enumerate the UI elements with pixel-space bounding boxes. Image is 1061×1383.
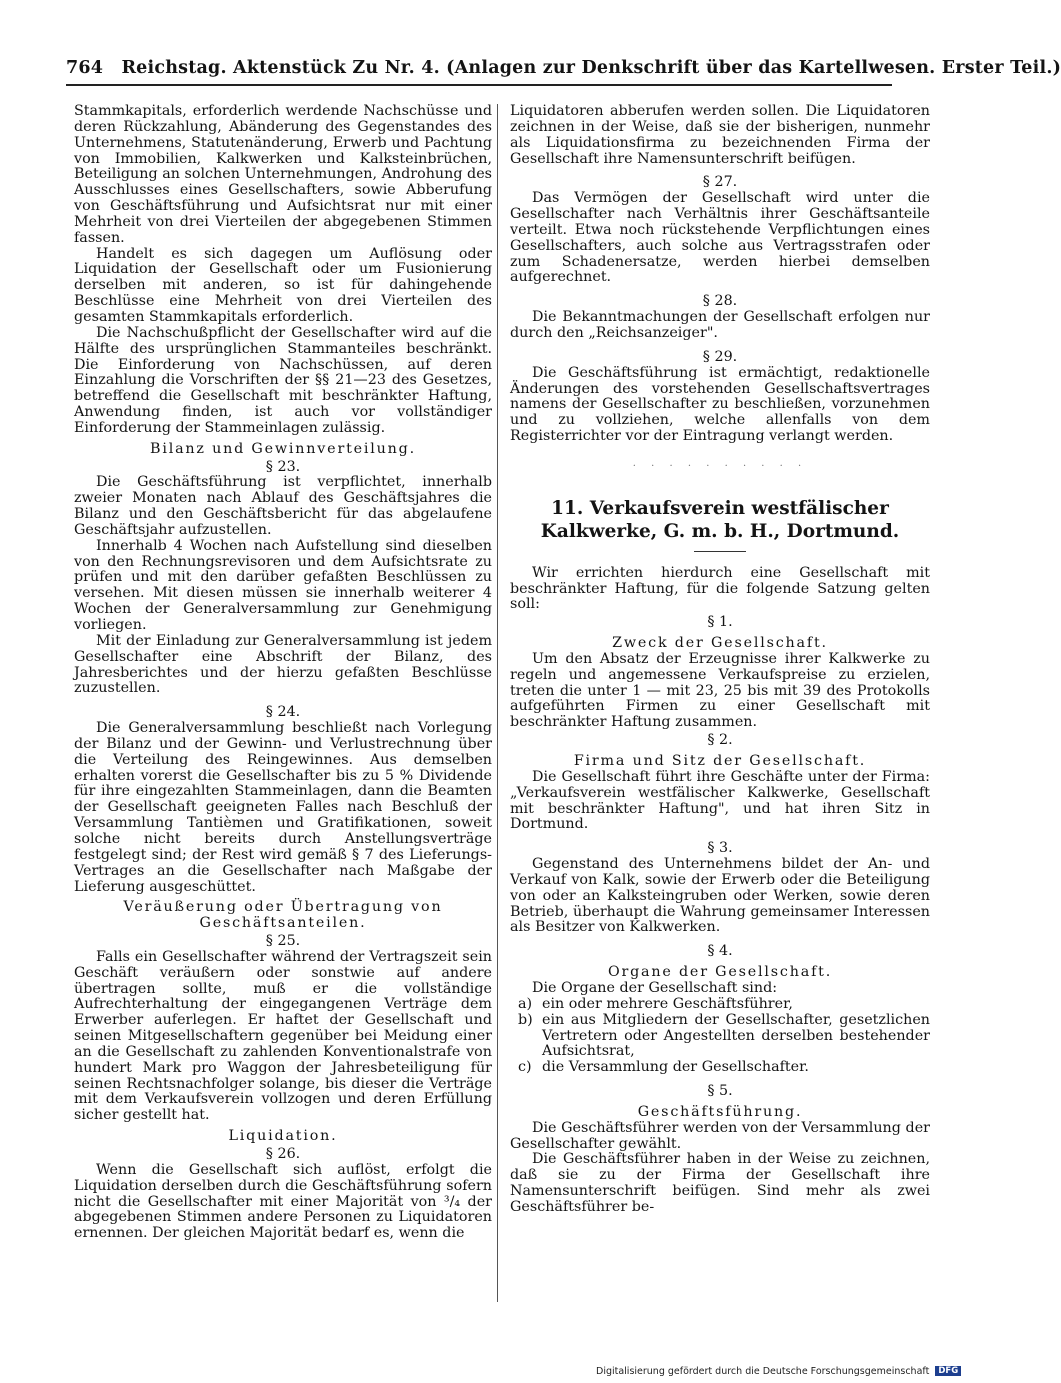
list-item (510, 997, 930, 1013)
section-heading: Organe der Gesellschaft. (607, 964, 833, 981)
left-column (74, 104, 492, 1242)
paragraph: Gegenstand des Unternehmens bildet der An- und Verkauf von Kalk, sowie der Erwerb oder die Beteiligung von oder an Kalksteingruben oder Werken, sowie deren Betrieb, überhaupt die Wahrung gemeinsamer Interessen als Besitzer von Kalkwerken. (510, 856, 930, 936)
company-title: 11. Verkaufsverein westfälischer Kalkwerke, G. m. b. H., Dortmund. (540, 497, 900, 542)
section-heading: Geschäftsführung. (637, 1103, 803, 1120)
running-title: Reichstag. Aktenstück Zu Nr. 4. (Anlagen zur Denkschrift über das Kartellwesen. Erster Teil.) (121, 58, 1061, 78)
section-number: § 5. (707, 1083, 733, 1100)
paragraph: Die Organe der Gesellschaft sind: (532, 979, 778, 996)
section-heading: Liquidation. (228, 1128, 338, 1145)
list-label: a) (518, 995, 533, 1012)
section-number: § 29. (702, 348, 738, 365)
section-number: § 27. (702, 174, 738, 191)
section-number: § 4. (707, 943, 733, 960)
paragraph: Die Gesellschaft führt ihre Geschäfte unter der Firma: „Verkaufsverein westfälischer Kalkwerke, Gesellschaft mit beschränkter Haftung", und hat ihren Sitz in Dortmund. (510, 768, 930, 833)
section-number: § 28. (702, 293, 738, 310)
paragraph: Das Vermögen der Gesellschaft wird unter die Gesellschafter nach Verhältnis ihrer Geschäftsanteile verteilt. Etwa noch rückstehende Verpflichtungen eines Gesellschafters, auch solche aus Vertragsstrafen oder zum Schadenersatze, werden hierbei demselben aufgerechnet. (510, 190, 930, 286)
list-text: ein oder mehrere Geschäftsführer, (542, 995, 793, 1012)
paragraph: Stammkapitals, erforderlich werdende Nachschüsse und deren Rückzahlung, Abänderung des Gegenstandes des Unternehmens, Statutenänderung, Erwerb und Pachtung von Immobilien, Kalkwerken und Kalksteinbrüchen, Beteiligung an solchen Unternehmungen, Androhung des Ausschlusses eines Gesellschafters, sowie Abberufung von Geschäftsführung und Aufsichtsrat nur mit einer Mehrheit von drei Vierteilen der abgegebenen Stimmen fassen. (74, 103, 492, 246)
paragraph: Falls ein Gesellschafter während der Vertragszeit sein Geschäft veräußern oder sonstwie auf andere übertragen sollte, muß er die vollständige Aufrechterhaltung der eingegangenen Verträge dem Erwerber auferlegen. Er haftet der Gesellschaft und seinen Mitgesellschaftern gegenüber bei Meidung einer an die Gesellschaft zu zahlenden Konventionalstrafe von hundert Mark pro Waggon der Jahresbeteiligung für seinen Rechtsnachfolger solange, bis dieser die Verträge mit dem Verkaufsverein vollzogen und deren Erfüllung sicher gestellt hat. (74, 948, 492, 1124)
paragraph: Die Geschäftsführung ist verpflichtet, innerhalb zweier Monaten nach Ablauf des Geschäftsjahres die Bilanz und den Geschäftsbericht für das abgelaufene Geschäftsjahr aufzustellen. (74, 474, 492, 538)
running-header (66, 58, 1061, 86)
paragraph: Liquidatoren abberufen werden sollen. Die Liquidatoren zeichnen in der Weise, daß sie der bisherigen, nunmehr als Liquidationsfirma zu bezeichnenden Firma der Gesellschaft ihre Namensunterschrift beifügen. (510, 103, 930, 167)
list-item (510, 1060, 930, 1076)
list-item (510, 1013, 930, 1061)
paragraph: Die Nachschußpflicht der Gesellschafter wird auf die Hälfte des ursprünglichen Stammanteiles beschränkt. Die Einforderung von Nachschüssen, auf deren Einzahlung die Vorschriften der §§ 21—23 des Gesetzes, betreffend die Gesellschaft mit beschränkter Haftung, Anwendung finden, ist auch vor vollständiger Einforderung der Stammeinlagen zulässig. (74, 324, 492, 436)
section-number: § 23. (265, 458, 301, 475)
organ-list (510, 997, 930, 1076)
right-column (510, 104, 930, 1216)
paragraph: Die Geschäftsführung ist ermächtigt, redaktionelle Änderungen des vorstehenden Gesellschaftsvertrages namens der Gesellschafter zu beschließen, vorzunehmen und zu vollziehen, welche allenfalls von dem Registerrichter vor der Eintragung verlangt werden. (510, 364, 930, 445)
paragraph: Mit der Einladung zur Generalversammlung ist jedem Gesellschafter eine Abschrift der Bilanz, des Jahresberichtes und der hierzu gefaßten Beschlüsse zuzustellen. (74, 632, 492, 697)
list-label: b) (518, 1011, 533, 1028)
credit-text: Digitalisierung gefördert durch die Deutsche Forschungsgemeinschaft (596, 1366, 930, 1377)
digitization-credit (596, 1366, 961, 1377)
paragraph: Die Bekanntmachungen der Gesellschaft erfolgen nur durch den „Reichsanzeiger". (510, 309, 930, 341)
ornament-divider: · · · · · · · · · · (632, 460, 808, 472)
paragraph: Um den Absatz der Erzeugnisse ihrer Kalkwerke zu regeln und angemessene Verkaufspreise zu erzielen, treten die unter 1 — mit 23, 25 bis mit 39 des Protokolls aufgeführten Firmen zu einer Gesellschaft mit beschränkter Haftung zusammen. (510, 650, 930, 731)
section-heading: Veräußerung oder Übertragung von Geschäftsanteilen. (123, 899, 443, 932)
section-heading: Firma und Sitz der Gesellschaft. (573, 753, 867, 769)
section-heading: Bilanz und Gewinnverteilung. (150, 440, 416, 457)
paragraph: Innerhalb 4 Wochen nach Aufstellung sind dieselben von den Rechnungsrevisoren und dem Aufsichtsrate zu prüfen und mit den darüber gefaßten Beschlüssen zu versehen. Mit diesen müssen sie innerhalb weiterer 4 Wochen der Generalversammlung zur Genehmigung vorliegen. (74, 537, 492, 633)
paragraph: Die Geschäftsführer werden von der Versammlung der Gesellschafter gewählt. (510, 1119, 930, 1152)
section-number: § 25. (265, 933, 301, 950)
list-label: c) (518, 1059, 532, 1076)
paragraph: Handelt es sich dagegen um Auflösung oder Liquidation der Gesellschaft oder um Fusionierung derselben mit anderen, so ist für dahingehende Beschlüsse eine Mehrheit von drei Vierteilen des gesamten Stammkapitals erforderlich. (74, 245, 492, 325)
section-number: § 26. (265, 1146, 301, 1162)
column-divider (497, 104, 498, 1302)
paragraph: Die Geschäftsführer haben in der Weise zu zeichnen, daß sie zu der Firma der Gesellschaft ihre Namensunterschrift beifügen. Sind mehr als zwei Geschäftsführer be- (510, 1151, 930, 1215)
paragraph: Wenn die Gesellschaft sich auflöst, erfolgt die Liquidation derselben durch die Geschäftsführung sofern nicht die Gesellschafter mit einer Majorität von ³/₄ der abgegebenen Stimmen andere Personen zu Liquidatoren ernennen. Der gleichen Majorität bedarf es, wenn die (74, 1161, 492, 1242)
list-text: ein aus Mitgliedern der Gesellschafter, gesetzlichen Vertretern oder Angestellten derselben bestehender Aufsichtsrat, (542, 1011, 930, 1060)
dfg-logo: DFG (935, 1366, 961, 1376)
section-heading: Zweck der Gesellschaft. (612, 635, 828, 652)
paragraph: Wir errichten hierdurch eine Gesellschaft mit beschränkter Haftung, für die folgende Satzung gelten soll: (510, 564, 930, 613)
title-rule (694, 551, 746, 552)
section-number: § 24. (265, 704, 301, 721)
section-number: § 1. (707, 614, 733, 631)
paragraph: Die Generalversammlung beschließt nach Vorlegung der Bilanz und der Gewinn- und Verlustrechnung über die Verteilung des Reingewinnes. Aus demselben erhalten vorerst die Gesellschafter bis zu 5 % Dividende für ihre eingezahlten Stammeinlagen, dann die Beamten der Gesellschaft geeigneten Falles nach Beschluß der Versammlung Tantièmen und Gratifikationen, soweit solche nicht bereits durch Anstellungsverträge festgelegt sind; der Rest wird gemäß § 7 des Lieferungs-Vertrages an die Gesellschafter nach Maßgabe der Lieferung ausgeschüttet. (74, 720, 492, 895)
section-number: § 3. (707, 840, 733, 857)
page-number: 764 (66, 58, 104, 78)
section-number: § 2. (707, 732, 733, 749)
list-text: die Versammlung der Gesellschafter. (542, 1059, 809, 1076)
